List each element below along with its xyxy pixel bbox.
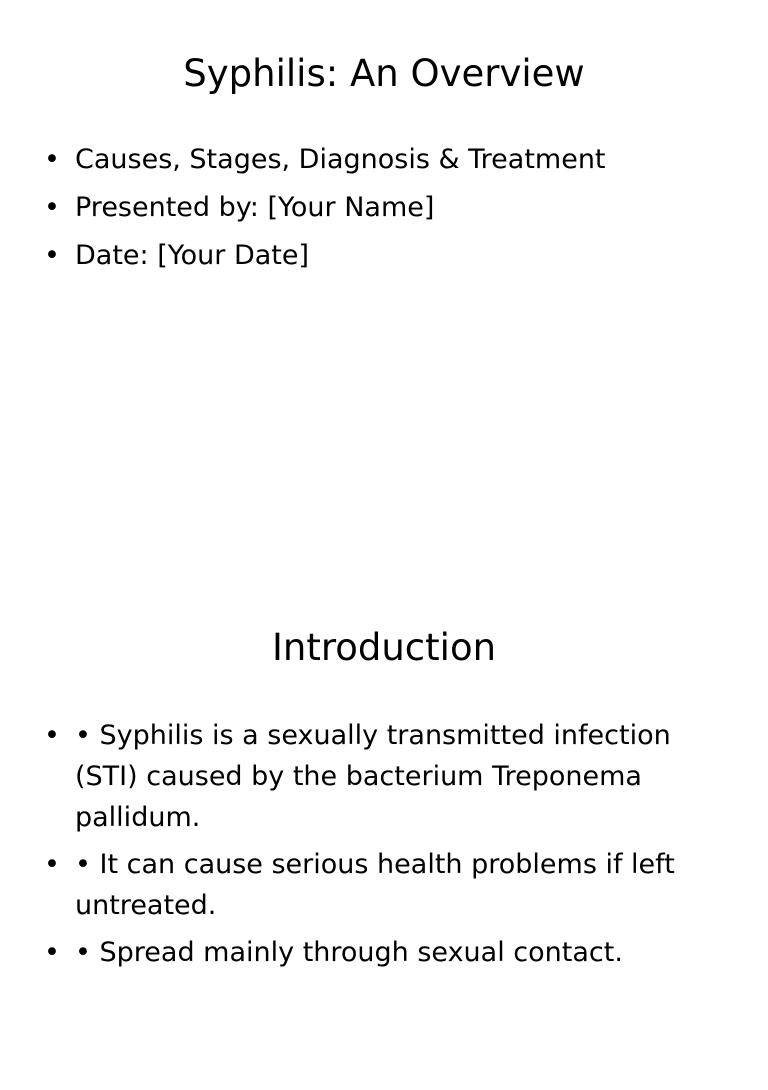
- bullet-dot-icon: •: [44, 849, 60, 880]
- bullet-list: [44, 140, 734, 284]
- bullet-text: Presented by: [Your Name]: [75, 192, 435, 223]
- bullet-text: • Syphilis is a sexually transmitted infection (STI) caused by the bacterium Treponema pallidum.: [75, 720, 671, 833]
- bullet-item: [44, 140, 734, 180]
- bullet-list: [44, 715, 734, 979]
- slide-title: Introduction: [271, 626, 497, 669]
- bullet-dot-icon: •: [44, 240, 60, 271]
- bullet-text: • Spread mainly through sexual contact.: [75, 937, 623, 968]
- bullet-dot-icon: •: [44, 720, 60, 751]
- bullet-item: [44, 188, 734, 228]
- bullet-dot-icon: •: [44, 192, 60, 223]
- bullet-item: [44, 844, 734, 926]
- bullet-item: [44, 932, 734, 973]
- bullet-text: Causes, Stages, Diagnosis & Treatment: [75, 144, 606, 175]
- bullet-text: Date: [Your Date]: [75, 240, 310, 271]
- bullet-item: [44, 715, 734, 838]
- bullet-dot-icon: •: [44, 144, 60, 175]
- slide-title: Syphilis: An Overview: [183, 52, 585, 95]
- slide-title-overview: [0, 0, 768, 512]
- bullet-item: [44, 236, 734, 276]
- bullet-text: • It can cause serious health problems if left untreated.: [75, 849, 675, 921]
- slide-introduction: [0, 578, 768, 1090]
- bullet-dot-icon: •: [44, 937, 60, 968]
